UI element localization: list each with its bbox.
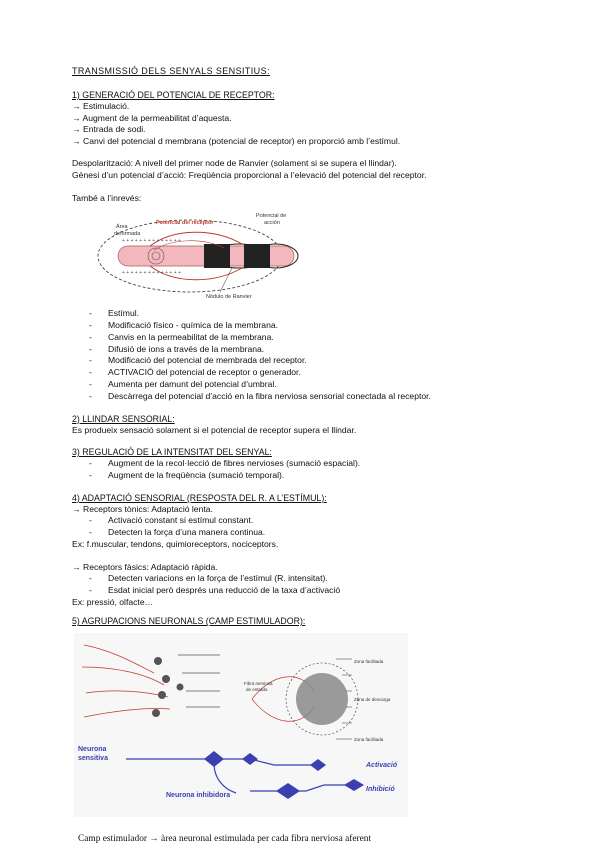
section-1-heading: 1) GENERACIÓ DEL POTENCIAL DE RECEPTOR: [72, 90, 275, 100]
s1-bullet: - Modificació físico - química de la membrana. [72, 320, 542, 332]
svg-text:+ + + + + + + + + + + + + +: + + + + + + + + + + + + + + [122, 238, 181, 245]
phasic-bullet: - Esdat inicial però després una reducció de la taxa d’activació [72, 585, 542, 597]
document-page [72, 66, 542, 817]
phasic-examples: Ex: pressió, olfacte… [72, 596, 154, 607]
s3-bullet: - Augment de la recol·lecció de fibres nervioses (sumació espacial). [72, 458, 542, 470]
phasic-bullet: - Detecten variacions en la força de l’estímul (R. intensitat). [72, 573, 542, 585]
fig1-label-accion: acción [264, 220, 280, 227]
neuronal-pools-figure [74, 633, 408, 817]
s1-bullet: - Aumenta per damunt del potencial d’umbral. [72, 379, 542, 391]
fig2-label-neurona-inhibidora: Neurona inhibidora [166, 792, 231, 800]
section-2-heading: 2) LLINDAR SENSORIAL: [72, 413, 175, 424]
depolarization-text: Despolarització: A nivell del primer node de Ranvier (solament si se supera el llindar). [72, 158, 397, 169]
tonic-receptors: → Receptors tònics: Adaptació lenta. [72, 503, 213, 514]
section-3-heading: 3) REGULACIÓ DE LA INTENSITAT DEL SENYAL: [72, 447, 272, 458]
fig2-label-neurona-1: Neurona [78, 746, 107, 754]
fig2-label-zona-facilitada-bottom: Zona facilitada [354, 737, 384, 743]
fig2-label-activacio: Activació [366, 762, 398, 770]
tonic-bullet: - Detecten la força d’una manera continua. [72, 527, 542, 539]
fig1-label-deformada: deformada [114, 231, 141, 238]
fig2-label-de-entrada: de entrada [246, 687, 268, 693]
fig2-label-fibra: Fibra nerviosa [244, 681, 273, 687]
s1-bullet: - Descàrrega del potencial d’acció en la fibra nerviosa sensorial conectada al receptor. [72, 391, 542, 403]
s1-line: → Canvi del potencial d membrana (potencial de receptor) en proporció amb l’estímul. [72, 135, 401, 146]
s1-line: → Entrada de sodi. [72, 124, 146, 135]
svg-text:+ + + + + + + + + + + + + +: + + + + + + + + + + + + + + [122, 270, 181, 277]
fig1-label-potencial-receptor: Potencial del receptor [156, 220, 214, 227]
s1-line: → Estimulació. [72, 101, 130, 111]
reverse-text: També a l’inrevés: [72, 192, 142, 203]
section-4-heading: 4) ADAPTACIÓ SENSORIAL (RESPOSTA DEL R. A L’ESTÍMUL): [72, 492, 327, 503]
phasic-receptors: → Receptors fàsics: Adaptació ràpida. [72, 561, 218, 572]
s1-bullet: - Estímul. [72, 308, 542, 320]
document-title: TRANSMISSIÓ DELS SENYALS SENSITIUS: [72, 66, 270, 76]
receptor-potential-figure [94, 208, 316, 300]
s1-bullet: - ACTIVACIÓ del potencial de receptor o generador. [72, 367, 542, 379]
tonic-examples: Ex: f.muscular, tendons, quimioreceptors, nociceptors. [72, 538, 279, 549]
section-5-heading: 5) AGRUPACIONS NEURONALS (CAMP ESTIMULADOR): [72, 616, 306, 627]
s3-bullet: - Augment de la freqüència (sumació temporal). [72, 470, 542, 482]
fig2-label-neurona-2: sensitiva [78, 755, 108, 763]
figure-caption: Camp estimulador → àrea neuronal estimulada per cada fibra nerviosa aferent [78, 834, 372, 844]
fig2-label-inhibicio: Inhibició [366, 786, 395, 794]
tonic-bullet: - Activació constant si estímul constant. [72, 515, 542, 527]
genesis-text: Gènesi d’un potencial d’acció: Freqüència proporcional a l’elevació del potencial del receptor. [72, 169, 427, 180]
fig1-label-area: Área [116, 224, 128, 231]
s1-bullet: - Modificació del potencial de membrada del receptor. [72, 355, 542, 367]
s1-line: → Augment de la permeabilitat d’aquesta. [72, 112, 232, 123]
s1-bullet: - Difusió de ions a través de la membrana. [72, 344, 542, 356]
fig2-label-zona-descarga: Zona de descarga [354, 697, 391, 703]
s1-bullet: - Canvis en la permeabilitat de la membrana. [72, 332, 542, 344]
s2-text: Es produeix sensació solament si el potencial de receptor supera el llindar. [72, 424, 357, 435]
fig1-label-potencial-accion: Potencial de [256, 213, 287, 220]
fig1-label-nodulo: Nódulo de Ranvier [206, 294, 252, 301]
fig2-label-zona-facilitada-top: Zona facilitada [354, 659, 384, 665]
